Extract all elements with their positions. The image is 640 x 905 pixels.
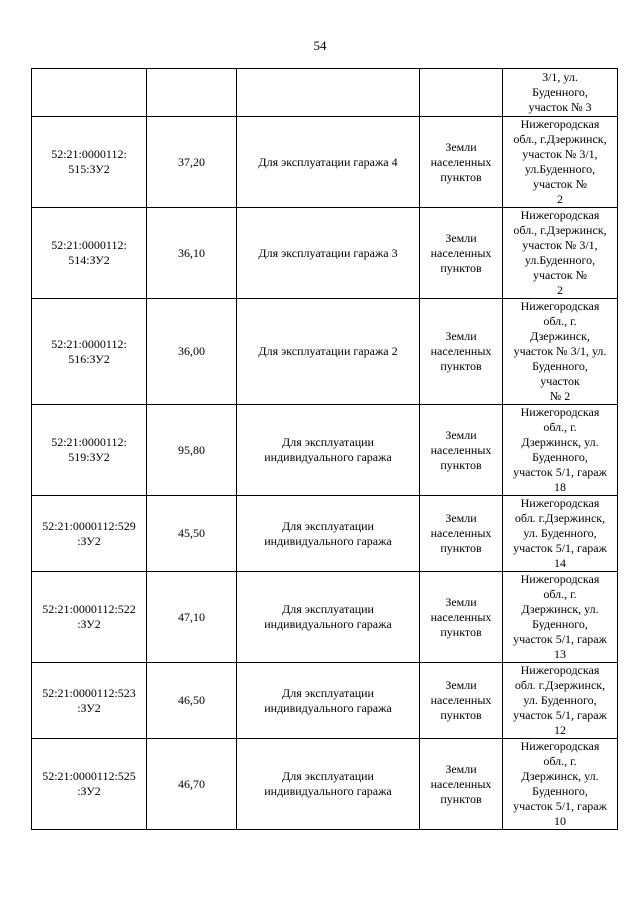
area-cell: 36,10 bbox=[147, 208, 237, 299]
table-row bbox=[32, 117, 618, 208]
permitted-use-cell: Для эксплуатации индивидуального гаража bbox=[237, 663, 420, 739]
table-body bbox=[32, 69, 618, 830]
area-cell: 45,50 bbox=[147, 496, 237, 572]
land-category-cell: Земли населенных пунктов bbox=[420, 405, 503, 496]
cadastral-number-cell: 52:21:0000112:522 :ЗУ2 bbox=[32, 572, 147, 663]
land-category-cell: Земли населенных пунктов bbox=[420, 496, 503, 572]
cadastral-number-cell bbox=[32, 69, 147, 117]
page-number: 54 bbox=[313, 38, 327, 53]
address-cell: Нижегородская обл., г. Дзержинск, ул. Буденного, участок 5/1, гараж 18 bbox=[503, 405, 618, 496]
table-row bbox=[32, 299, 618, 405]
table-row bbox=[32, 572, 618, 663]
area-cell: 47,10 bbox=[147, 572, 237, 663]
permitted-use-cell: Для эксплуатации индивидуального гаража bbox=[237, 572, 420, 663]
land-category-cell: Земли населенных пунктов bbox=[420, 663, 503, 739]
permitted-use-cell: Для эксплуатации гаража 3 bbox=[237, 208, 420, 299]
cadastral-number-cell: 52:21:0000112: 515:ЗУ2 bbox=[32, 117, 147, 208]
area-cell: 36,00 bbox=[147, 299, 237, 405]
permitted-use-cell: Для эксплуатации индивидуального гаража bbox=[237, 739, 420, 830]
permitted-use-cell: Для эксплуатации гаража 4 bbox=[237, 117, 420, 208]
table-row bbox=[32, 69, 618, 117]
cadastral-number-cell: 52:21:0000112:523 :ЗУ2 bbox=[32, 663, 147, 739]
table-row bbox=[32, 739, 618, 830]
table-row bbox=[32, 496, 618, 572]
land-category-cell: Земли населенных пунктов bbox=[420, 117, 503, 208]
permitted-use-cell: Для эксплуатации индивидуального гаража bbox=[237, 496, 420, 572]
cadastral-number-cell: 52:21:0000112:529 :ЗУ2 bbox=[32, 496, 147, 572]
address-cell: Нижегородская обл. г.Дзержинск, ул. Буденного, участок 5/1, гараж 12 bbox=[503, 663, 618, 739]
permitted-use-cell: Для эксплуатации гаража 2 bbox=[237, 299, 420, 405]
area-cell: 37,20 bbox=[147, 117, 237, 208]
land-category-cell: Земли населенных пунктов bbox=[420, 739, 503, 830]
permitted-use-cell bbox=[237, 69, 420, 117]
land-plots-table bbox=[31, 68, 618, 830]
address-cell: Нижегородская обл., г.Дзержинск, участок № 3/1, ул.Буденного, участок № 2 bbox=[503, 117, 618, 208]
table-row bbox=[32, 663, 618, 739]
table-row bbox=[32, 405, 618, 496]
cadastral-number-cell: 52:21:0000112: 519:ЗУ2 bbox=[32, 405, 147, 496]
table-row bbox=[32, 208, 618, 299]
land-category-cell: Земли населенных пунктов bbox=[420, 299, 503, 405]
address-cell: Нижегородская обл., г. Дзержинск, ул. Буденного, участок 5/1, гараж 10 bbox=[503, 739, 618, 830]
area-cell: 46,70 bbox=[147, 739, 237, 830]
address-cell: Нижегородская обл., г. Дзержинск, ул. Буденного, участок 5/1, гараж 13 bbox=[503, 572, 618, 663]
cadastral-number-cell: 52:21:0000112:525 :ЗУ2 bbox=[32, 739, 147, 830]
area-cell bbox=[147, 69, 237, 117]
cadastral-number-cell: 52:21:0000112: 514:ЗУ2 bbox=[32, 208, 147, 299]
address-cell: 3/1, ул. Буденного, участок № 3 bbox=[503, 69, 618, 117]
area-cell: 95,80 bbox=[147, 405, 237, 496]
address-cell: Нижегородская обл. г.Дзержинск, ул. Буденного, участок 5/1, гараж 14 bbox=[503, 496, 618, 572]
area-cell: 46,50 bbox=[147, 663, 237, 739]
land-category-cell: Земли населенных пунктов bbox=[420, 208, 503, 299]
permitted-use-cell: Для эксплуатации индивидуального гаража bbox=[237, 405, 420, 496]
cadastral-number-cell: 52:21:0000112: 516:ЗУ2 bbox=[32, 299, 147, 405]
address-cell: Нижегородская обл., г. Дзержинск, участок № 3/1, ул. Буденного, участок № 2 bbox=[503, 299, 618, 405]
land-category-cell bbox=[420, 69, 503, 117]
land-category-cell: Земли населенных пунктов bbox=[420, 572, 503, 663]
address-cell: Нижегородская обл., г.Дзержинск, участок № 3/1, ул.Буденного, участок № 2 bbox=[503, 208, 618, 299]
